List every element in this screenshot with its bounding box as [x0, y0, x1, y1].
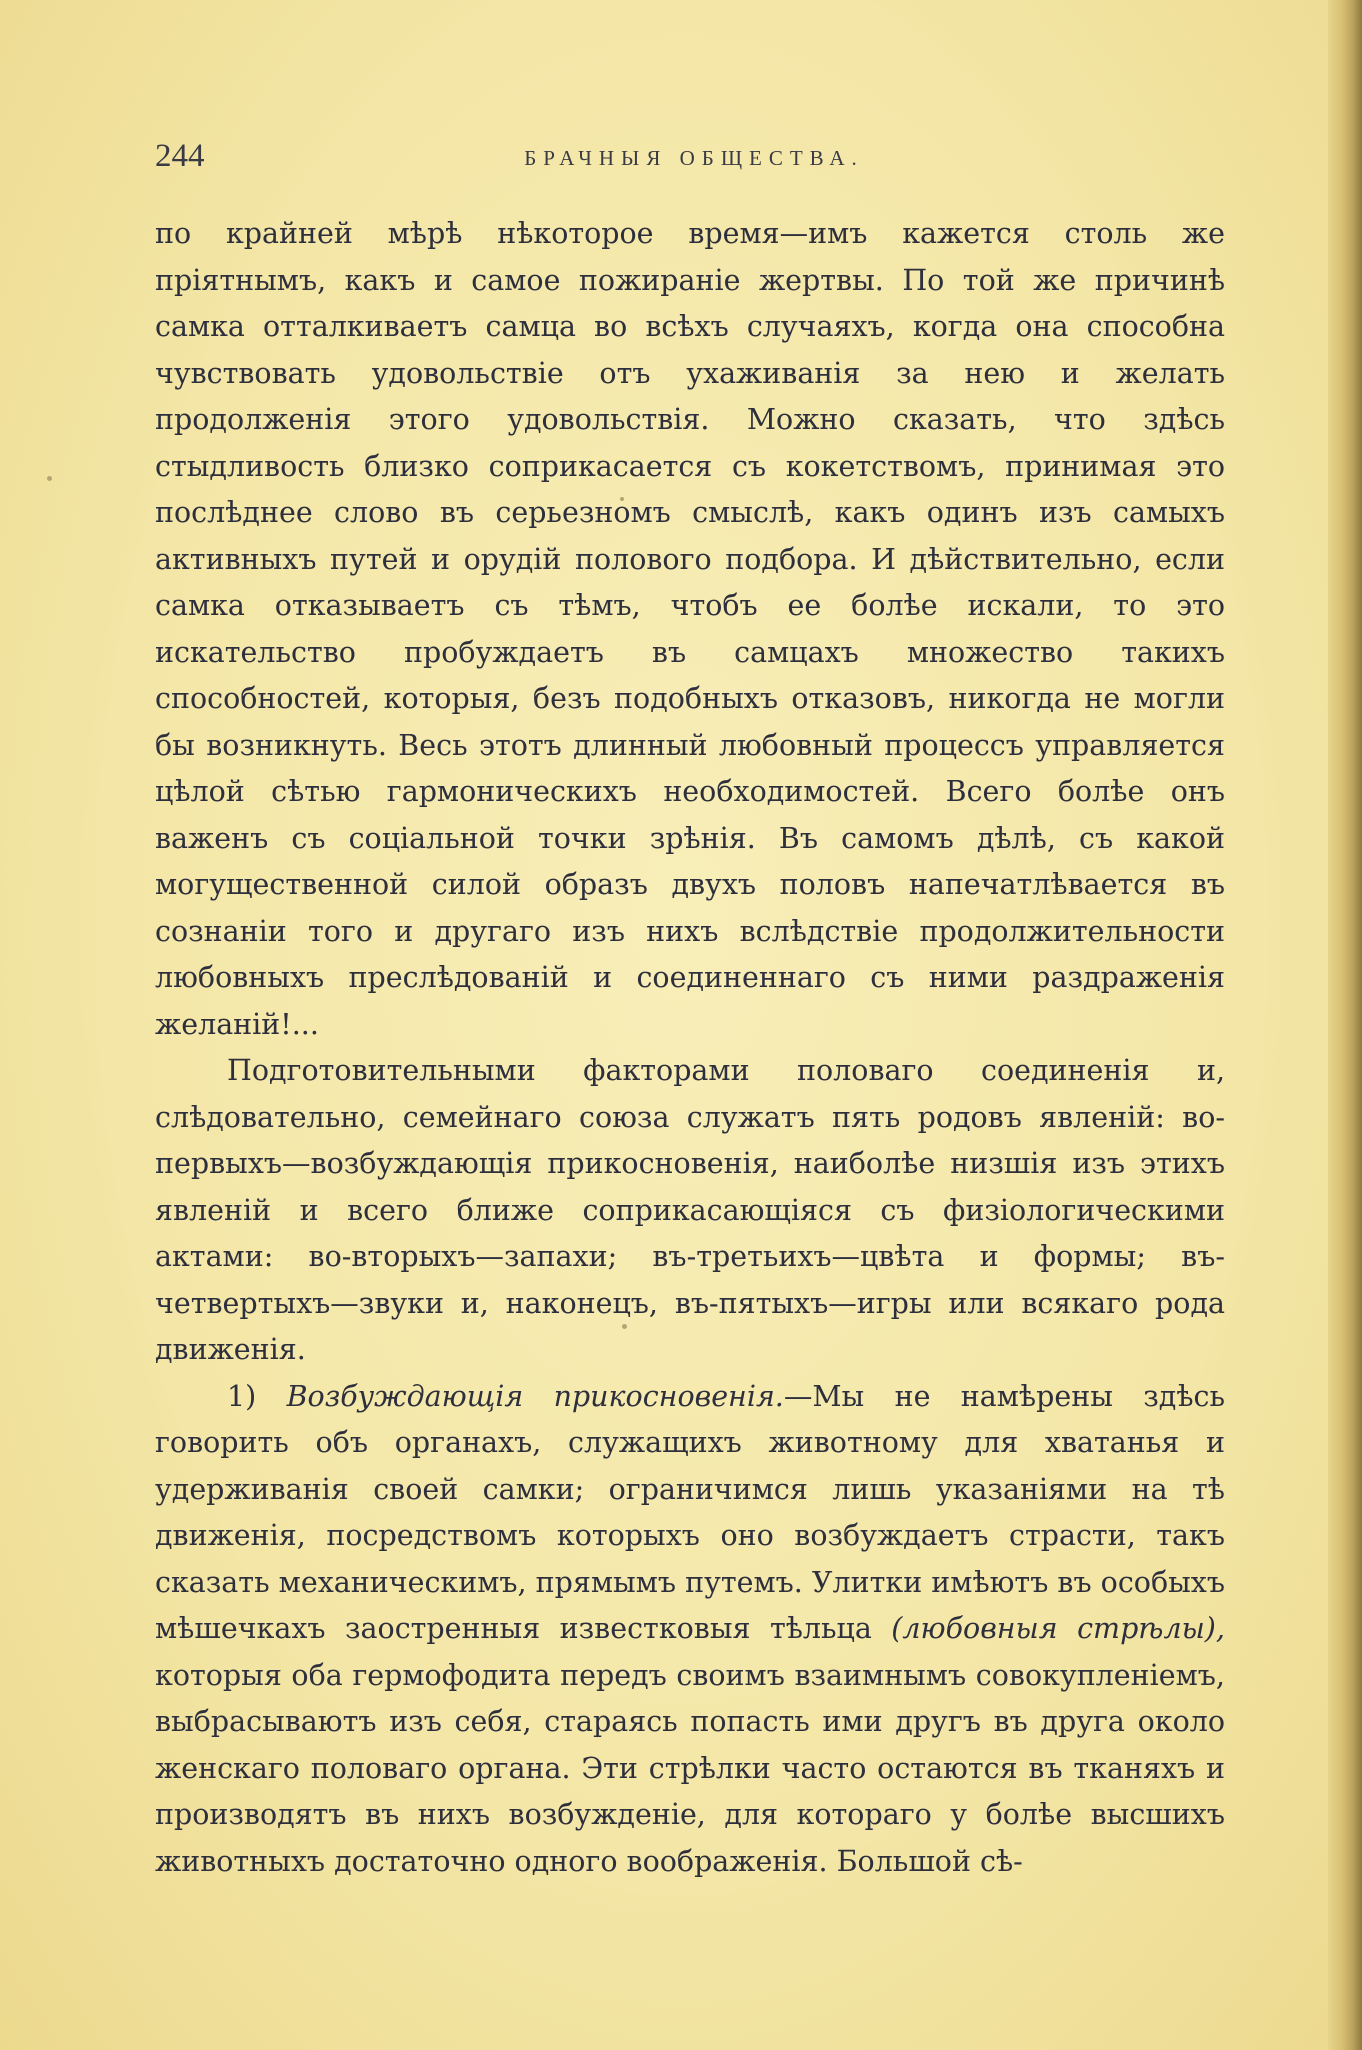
body-text	[155, 211, 1225, 1885]
page-edge-shadow	[1328, 0, 1362, 2050]
page-number: 244	[155, 138, 205, 174]
section-text: —Мы не намѣрены здѣсь говорить объ органахъ, служащихъ животному для хватанья и удерживанія своей самки; ограничимся лишь указаніями на тѣ движенія, посредствомъ которыхъ оно возбуждаетъ страсти, такъ сказать механическимъ, прямымъ путемъ. Улитки имѣютъ въ особыхъ мѣшечкахъ заостренныя известковыя тѣльца	[155, 1379, 1226, 1645]
page-header	[155, 138, 1233, 182]
running-head: БРАЧНЫЯ ОБЩЕСТВА.	[524, 146, 864, 170]
paragraph-preparatory-factors: Подготовительными факторами половаго соединенія и, слѣдовательно, семейнаго союза служатъ пять родовъ явленій: во-первыхъ—возбуждающія прикосновенія, наиболѣе низшія изъ этихъ явленій и всего ближе соприкасающіяся съ физіологическими актами: во-вторыхъ—запахи; въ-третьихъ—цвѣта и формы; въ-четвертыхъ—звуки и, наконецъ, въ-пятыхъ—игры или всякаго рода движенія.	[155, 1054, 1225, 1366]
paragraph-continuation: по крайней мѣрѣ нѣкоторое время—имъ кажется столь же пріятнымъ, какъ и самое пожираніе жертвы. По той же причинѣ самка отталкиваетъ самца во всѣхъ случаяхъ, когда она способна чувствовать удовольствіе отъ ухаживанія за нею и желать продолженія этого удовольствія. Можно сказать, что здѣсь стыдливость близко соприкасается съ кокетствомъ, принимая это послѣднее слово въ серьезномъ смыслѣ, какъ одинъ изъ самыхъ активныхъ путей и орудій полового подбора. И дѣйствительно, если самка отказываетъ съ тѣмъ, чтобъ ее болѣе искали, то это искательство пробуждаетъ въ самцахъ множество такихъ способностей, которыя, безъ подобныхъ отказовъ, никогда не могли бы возникнуть. Весь этотъ длинный любовный процессъ управляется цѣлой сѣтью гармоническихъ необходимостей. Всего болѣе онъ важенъ съ соціальной точки зрѣнія. Въ самомъ дѣлѣ, съ какой могущественной силой образъ двухъ половъ напечатлѣвается въ сознаніи того и другаго изъ нихъ вслѣдствіе продолжительности любовныхъ преслѣдованій и соединеннаго съ ними раздраженія желаній!...	[155, 217, 1225, 1041]
section-number: 1)	[227, 1379, 257, 1413]
paragraph-exciting-touches	[155, 1374, 1225, 1886]
section-heading: Возбуждающія прикосновенія.	[286, 1379, 784, 1413]
section-text-continued: которыя оба гермофодита передъ своимъ взаимнымъ совокупленіемъ, выбрасываютъ изъ себя, стараясь попасть ими другъ въ друга около женскаго половаго органа. Эти стрѣлки часто остаются въ тканяхъ и производятъ въ нихъ возбужденіе, для котораго у болѣе высшихъ животныхъ достаточно одного воображенія. Большой сѣ-	[155, 1658, 1225, 1878]
paper-speck	[47, 476, 52, 481]
italic-phrase: (любовныя стрѣлы),	[891, 1612, 1225, 1645]
